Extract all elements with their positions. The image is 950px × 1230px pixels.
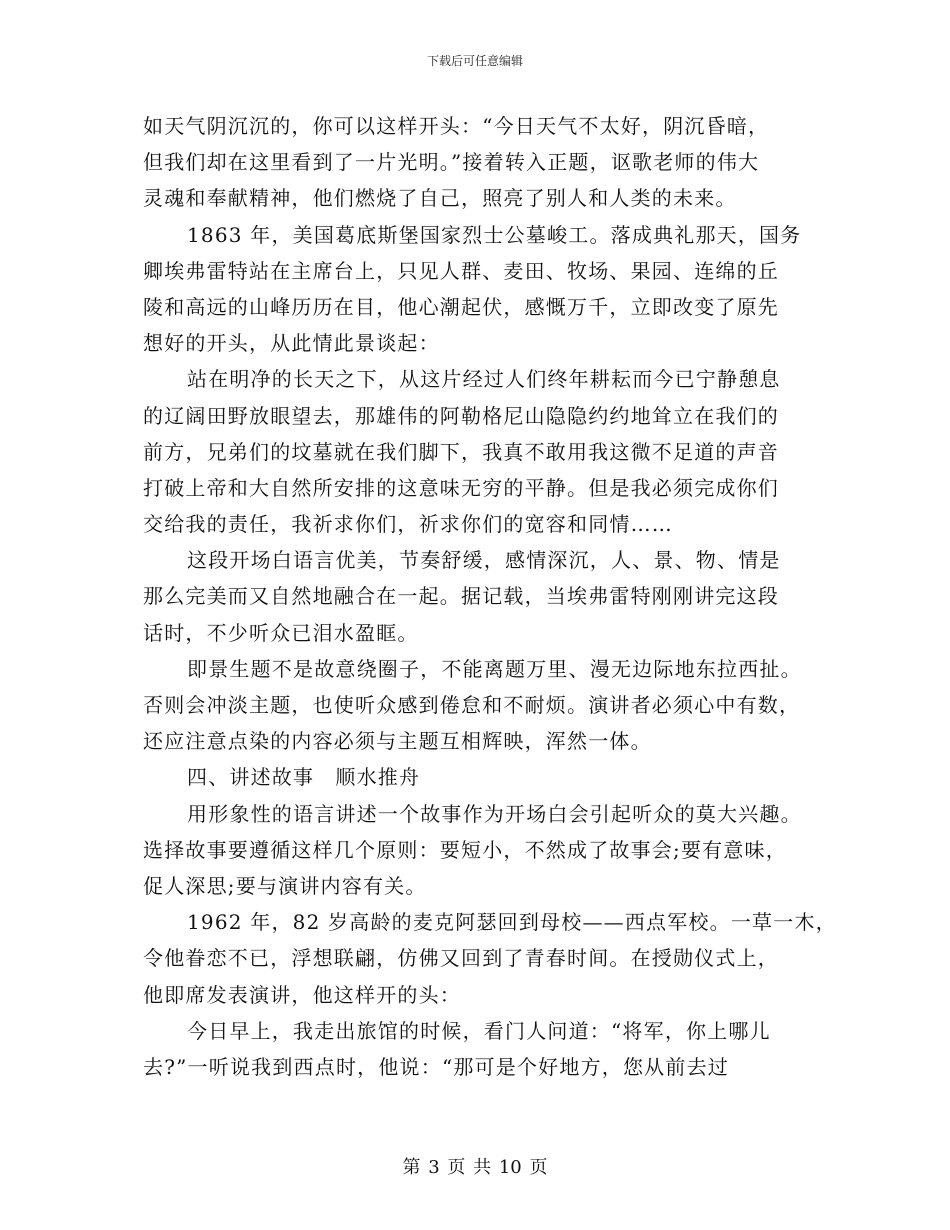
text-line: 站在明净的长天之下，从这片经过人们终年耕耘而今已宁静憩息 [187,367,781,392]
text-line: 那么完美而又自然地融合在一起。据记载，当埃弗雷特刚刚讲完这段 [143,584,779,609]
text-line: 话时，不少听众已泪水盈眶。 [143,620,419,645]
text-line: 卿埃弗雷特站在主席台上，只见人群、麦田、牧场、果园、连绵的丘 [143,258,779,283]
text-line: 1863 年，美国葛底斯堡国家烈士公墓峻工。落成典礼那天，国务 [187,222,802,247]
text-line: 用形象性的语言讲述一个故事作为开场白会引起听众的莫大兴趣。 [187,801,802,826]
text-line: 促人深思;要与演讲内容有关。 [143,873,427,898]
text-line: 今日早上，我走出旅馆的时候，看门人问道：“将军，你上哪儿 [187,1018,771,1043]
text-line: 选择故事要遵循这样几个原则：要短小，不然成了故事会;要有意味， [143,837,787,862]
text-line: 如天气阴沉沉的，你可以这样开头：“今日天气不太好，阴沉昏暗， [143,114,770,138]
page-footer: 第 3 页 共 10 页 [402,1157,548,1178]
text-line: 前方，兄弟们的坟墓就在我们脚下，我真不敢用我这微不足道的声音 [143,439,779,464]
text-line: 的辽阔田野放眼望去，那雄伟的阿勒格尼山隐隐约约地耸立在我们的 [143,403,779,428]
text-line: 去?”一听说我到西点时，他说：“那可是个好地方，您从前去过 [143,1054,729,1079]
text-line: 这段开场白语言优美，节奏舒缓，感情深沉，人、景、物、情是 [187,548,781,573]
text-line: 还应注意点染的内容必须与主题互相辉映，浑然一体。 [143,729,652,754]
text-line: 四、讲述故事 顺水推舟 [187,765,421,790]
page-header: 下载后可任意编辑 [426,54,523,68]
text-line: 否则会冲淡主题，也使听众感到倦怠和不耐烦。演讲者必须心中有数， [143,693,801,717]
text-line: 交给我的责任，我祈求你们，祈求你们的宽容和同情…… [143,512,673,537]
text-line: 灵魂和奉献精神，他们燃烧了自己，照亮了别人和人类的未来。 [143,186,737,211]
text-line: 他即席发表演讲，他这样开的头： [143,982,461,1007]
text-line: 令他眷恋不已，浮想联翩，仿佛又回到了青春时间。在授勋仪式上， [143,946,779,971]
text-line: 陵和高远的山峰历历在目，他心潮起伏，感慨万千，立即改变了原先 [143,294,779,319]
text-line: 即景生题不是故意绕圈子，不能离题万里、漫无边际地东拉西扯。 [187,656,802,681]
text-line: 想好的开头，从此情此景谈起： [143,331,440,356]
text-line: 打破上帝和大自然所安排的这意味无穷的平静。但是我必须完成你们 [143,475,779,500]
text-line: 1962 年，82 岁高龄的麦克阿瑟回到母校——西点军校。一草一木， [187,910,837,935]
body-text [143,108,837,1085]
text-line: 但我们却在这里看到了一片光明。”接着转入正题，讴歌老师的伟大 [143,150,760,175]
